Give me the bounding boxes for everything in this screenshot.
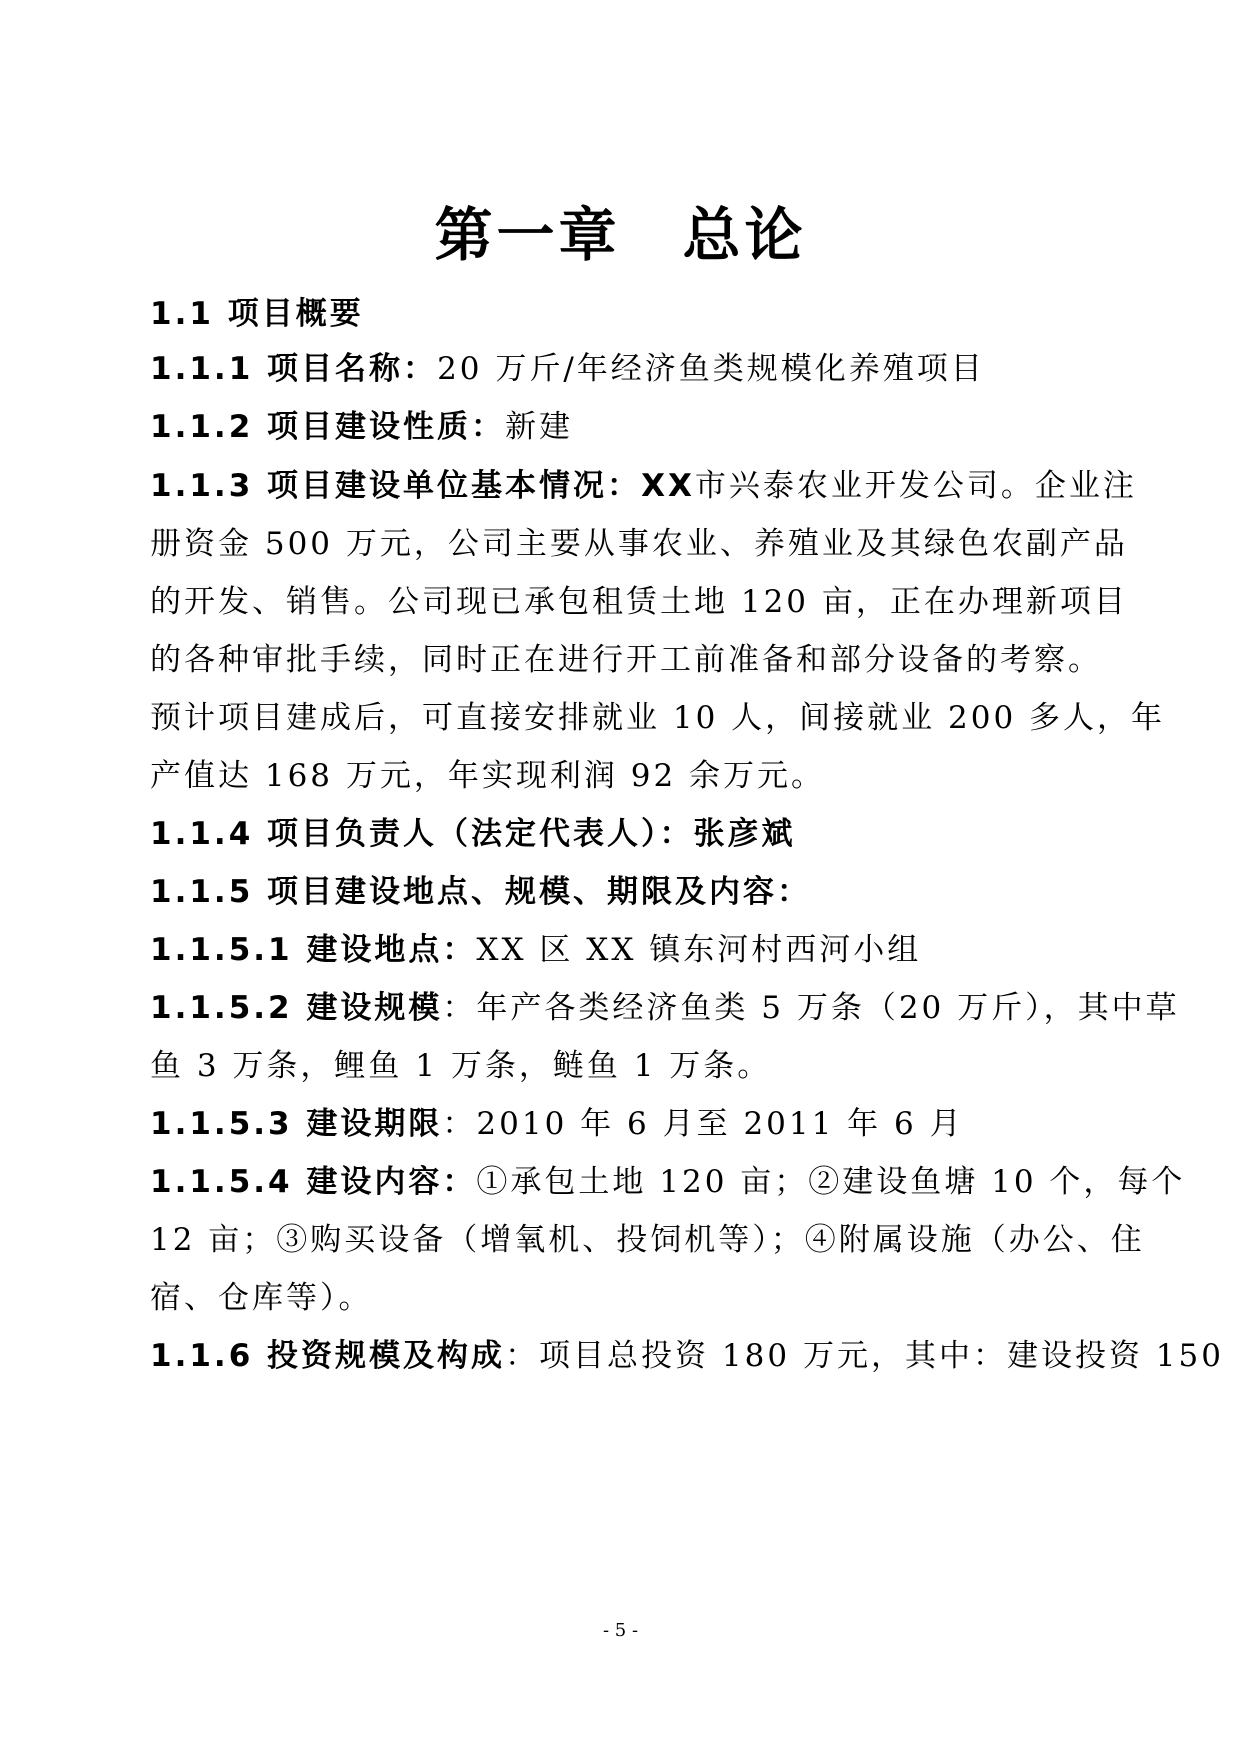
section-heading: 1.1 项目概要 <box>150 296 364 332</box>
item-construction-scale: 1.1.5.2 建设规模：年产各类经济鱼类 5 万条（20 万斤），其中草 <box>150 990 1180 1026</box>
page-number: - 5 - <box>602 1620 639 1641</box>
item-location-scale: 1.1.5 项目建设地点、规模、期限及内容： <box>150 874 812 910</box>
item-construction-site: 1.1.5.1 建设地点：XX 区 XX 镇东河村西河小组 <box>150 932 922 968</box>
chapter-number: 第一章 <box>434 201 621 269</box>
item-project-nature: 1.1.2 项目建设性质：新建 <box>150 409 574 445</box>
chapter-title <box>0 188 1241 272</box>
item-construction-period: 1.1.5.3 建设期限：2010 年 6 月至 2011 年 6 月 <box>150 1106 964 1142</box>
paragraph-line: 的开发、销售。公司现已承包租赁土地 120 亩，正在办理新项目 <box>150 584 1128 620</box>
paragraph-line: 12 亩；③购买设备（增氧机、投饲机等）；④附属设施（办公、住 <box>150 1222 1145 1258</box>
chapter-name: 总论 <box>682 201 807 269</box>
paragraph-line: 鱼 3 万条，鲤鱼 1 万条，鲢鱼 1 万条。 <box>150 1048 772 1084</box>
paragraph-line: 预计项目建成后，可直接安排就业 10 人，间接就业 200 多人，年 <box>150 700 1166 736</box>
paragraph-line: 的各种审批手续，同时正在进行开工前准备和部分设备的考察。 <box>150 642 1102 678</box>
paragraph-line: 产值达 168 万元，年实现利润 92 余万元。 <box>150 758 826 794</box>
paragraph-line: 册资金 500 万元，公司主要从事农业、养殖业及其绿色农副产品 <box>150 526 1128 562</box>
item-company-info: 1.1.3 项目建设单位基本情况：XX市兴泰农业开发公司。企业注 <box>150 468 1137 504</box>
item-legal-representative: 1.1.4 项目负责人（法定代表人）：张彦斌 <box>150 816 796 852</box>
item-project-name: 1.1.1 项目名称：20 万斤/年经济鱼类规模化养殖项目 <box>150 351 985 387</box>
paragraph-line: 宿、仓库等）。 <box>150 1280 373 1316</box>
item-construction-content: 1.1.5.4 建设内容：①承包土地 120 亩；②建设鱼塘 10 个，每个 <box>150 1164 1186 1200</box>
item-investment: 1.1.6 投资规模及构成：项目总投资 180 万元，其中：建设投资 150 <box>150 1338 1224 1374</box>
